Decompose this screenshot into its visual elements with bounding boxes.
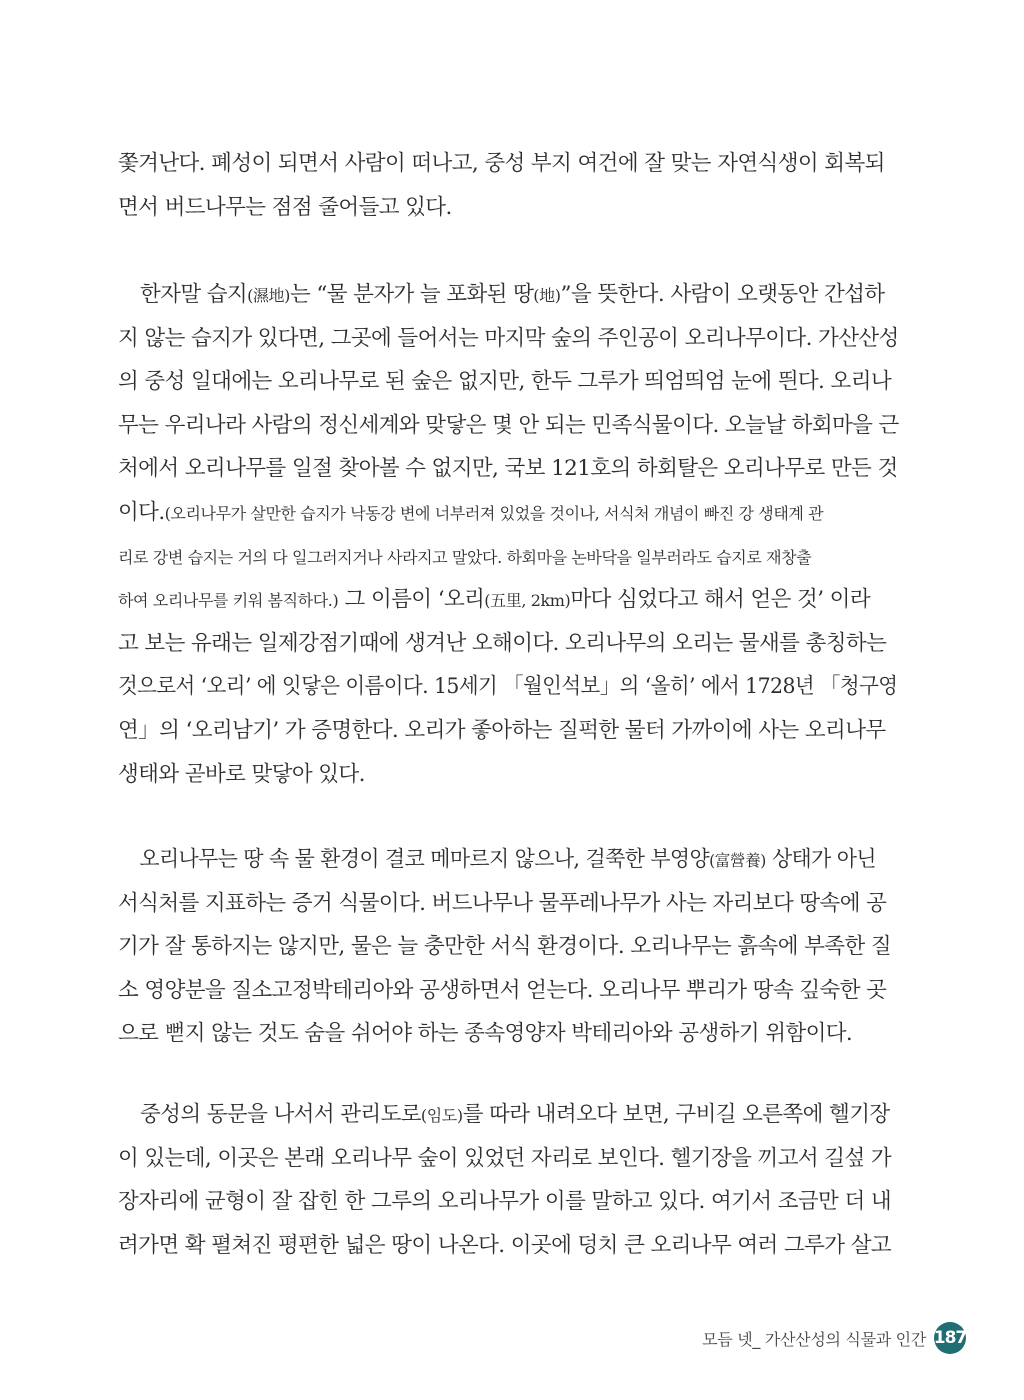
text-line xyxy=(118,969,898,1013)
text-line xyxy=(118,1093,898,1137)
text-line xyxy=(118,1180,898,1224)
body-text: 장자리에 균형이 잘 잡힌 한 그루의 오리나무가 이를 말하고 있다. 여기서 조금만 더 내 xyxy=(118,1189,892,1215)
annotation-text: (富營養) xyxy=(709,851,766,870)
body-text: 를 따라 내려오다 보면, 구비길 오른쪽에 헬기장 xyxy=(462,1102,890,1127)
body-text: 쫓겨난다. 폐성이 되면서 사람이 떠나고, 중성 부지 여건에 잘 맞는 자연식생이 회복되 xyxy=(118,151,885,176)
paragraph-4 xyxy=(118,1093,898,1267)
paragraph-2 xyxy=(118,273,898,796)
annotation-text: (地) xyxy=(533,286,561,305)
annotation-text: 하여 오리나무를 키워 봄직하다.) xyxy=(118,591,339,611)
body-text: 면서 버드나무는 점점 줄어들고 있다. xyxy=(118,194,452,220)
text-line xyxy=(118,1137,898,1181)
body-text: 려가면 확 펼쳐진 평편한 넓은 땅이 나온다. 이곳에 덩치 큰 오리나무 여러 그루가 살고 xyxy=(118,1232,892,1258)
annotation-text: (濕地) xyxy=(247,286,290,305)
body-text: 그 이름이 ‘오리 xyxy=(338,587,485,613)
body-text: 상태가 아닌 xyxy=(765,847,876,872)
body-text: 소 영양분을 질소고정박테리아와 공생하면서 얻는다. 오리나무 뿌리가 땅속 깊숙한 곳 xyxy=(118,977,887,1003)
text-line xyxy=(118,709,898,753)
text-line xyxy=(118,186,898,230)
annotation-text: (오리나무가 살만한 습지가 낙동강 변에 너부러져 있었을 것이나, 서식처 개념이 빠진 강 생태계 관 xyxy=(164,503,824,523)
body-text: 는 “물 분자가 늘 포화된 땅 xyxy=(289,282,534,307)
page-footer xyxy=(702,1320,966,1356)
text-line xyxy=(118,838,875,882)
body-text: 중성의 동문을 나서서 관리도로 xyxy=(140,1102,421,1127)
body-text: 마다 심었다고 해서 얻은 것’ 이라 xyxy=(570,587,870,613)
body-text: 지 않는 습지가 있다면, 그곳에 들어서는 마지막 숲의 주인공이 오리나무이다. 가산산성 xyxy=(118,325,899,351)
annotation-text: 리로 강변 습지는 거의 다 일그러지거나 사라지고 말았다. 하회마을 논바닥을 일부러라도 습지로 재창출 xyxy=(118,547,812,567)
text-line xyxy=(118,317,898,361)
body-text: 생태와 곧바로 맞닿아 있다. xyxy=(118,761,365,787)
body-text: 한자말 습지 xyxy=(140,282,248,307)
text-line xyxy=(118,1012,898,1056)
text-line xyxy=(118,491,898,535)
paragraph-3 xyxy=(118,838,898,1056)
body-text: ”을 뜻한다. 사람이 오랫동안 간섭하 xyxy=(560,282,885,307)
text-line xyxy=(118,578,898,622)
annotation-text: (五里, 2km) xyxy=(484,591,571,611)
body-text: 서식처를 지표하는 증거 식물이다. 버드나무나 물푸레나무가 사는 자리보다 땅속에 공 xyxy=(118,890,887,916)
body-text: 연」의 ‘오리남기’ 가 증명한다. 오리가 좋아하는 질퍽한 물터 가까이에 사는 오리나무 xyxy=(118,717,886,743)
text-line xyxy=(118,535,898,579)
body-text: 오리나무는 땅 속 물 환경이 결코 메마르지 않으나, 걸쭉한 부영양 xyxy=(139,847,710,872)
body-text: 이다. xyxy=(118,499,165,525)
body-text: 처에서 오리나무를 일절 찾아볼 수 없지만, 국보 121호의 하회탈은 오리나무로 만든 것 xyxy=(118,456,898,482)
running-title: 모듬 넷_ 가산산성의 식물과 인간 xyxy=(702,1329,926,1349)
text-line xyxy=(118,882,898,926)
text-line xyxy=(118,1224,898,1268)
body-text: 의 중성 일대에는 오리나무로 된 숲은 없지만, 한두 그루가 띄엄띄엄 눈에 띈다. 오리나 xyxy=(118,369,892,395)
body-text: 으로 뻗지 않는 것도 숨을 쉬어야 하는 종속영양자 박테리아와 공생하기 위함이다. xyxy=(118,1021,853,1047)
text-line xyxy=(118,273,898,317)
text-line xyxy=(118,404,898,448)
text-line xyxy=(118,622,898,666)
body-text: 무는 우리나라 사람의 정신세계와 맞닿은 몇 안 되는 민족식물이다. 오늘날 하회마을 근 xyxy=(118,412,899,438)
text-line xyxy=(118,753,898,797)
body-text: 기가 잘 통하지는 않지만, 물은 늘 충만한 서식 환경이다. 오리나무는 흙속에 부족한 질 xyxy=(118,934,892,960)
annotation-text: (임도) xyxy=(420,1106,463,1125)
text-line xyxy=(118,360,898,404)
text-line xyxy=(118,142,898,186)
text-line xyxy=(118,925,898,969)
text-line xyxy=(118,447,898,491)
text-line xyxy=(118,665,898,709)
paragraph-1 xyxy=(118,142,898,229)
page-number-badge: 187 xyxy=(934,1322,966,1354)
body-text: 것으로서 ‘오리’ 에 잇닿은 이름이다. 15세기 「월인석보」의 ‘올히’ 에서 1728년 「청구영 xyxy=(118,674,898,700)
body-text: 이 있는데, 이곳은 본래 오리나무 숲이 있었던 자리로 보인다. 헬기장을 끼고서 길섶 가 xyxy=(118,1145,892,1171)
body-text: 고 보는 유래는 일제강점기때에 생겨난 오해이다. 오리나무의 오리는 물새를 총칭하는 xyxy=(118,630,887,656)
